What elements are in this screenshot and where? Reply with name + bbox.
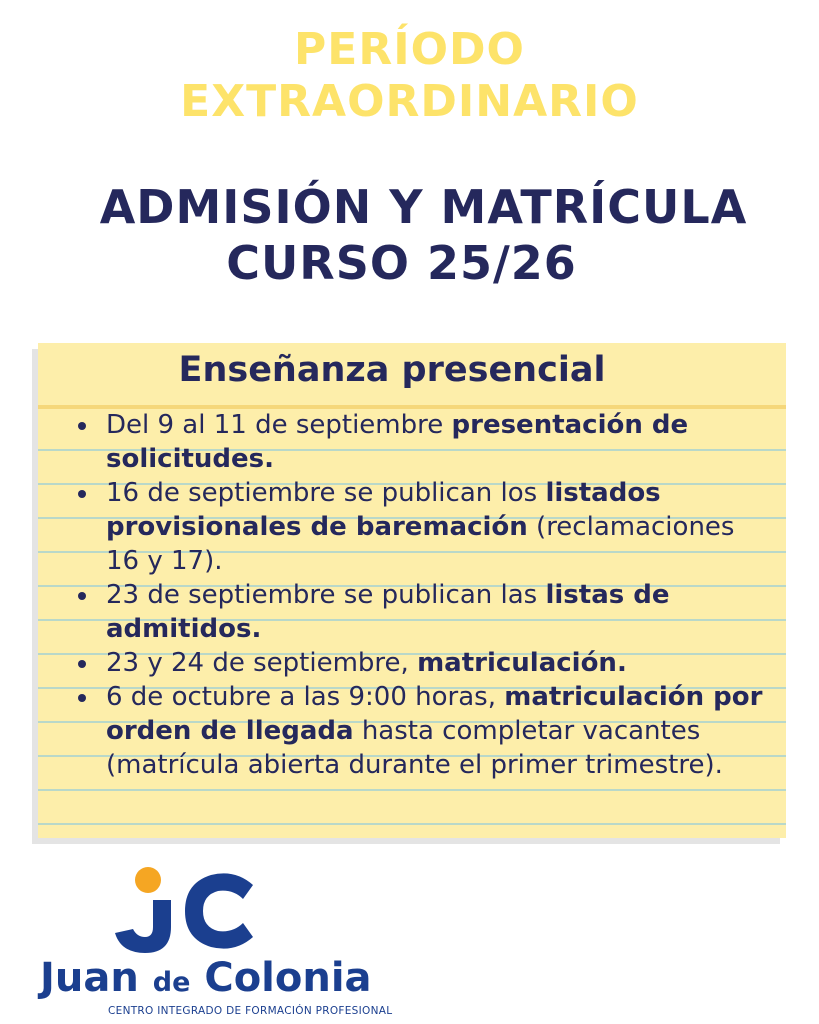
title-line-curso: CURSO 25/26 [226, 236, 577, 290]
title-line-periodo: PERÍODO [294, 24, 525, 75]
logo-wordmark: Juan de Colonia [40, 955, 372, 1001]
logo-subtitle: CENTRO INTEGRADO DE FORMACIÓN PROFESIONAL [108, 1005, 393, 1017]
jc-logo-mark-icon [93, 865, 293, 965]
title-line-extraordinario: EXTRAORDINARIO [180, 76, 639, 127]
note-heading: Enseñanza presencial [178, 350, 606, 390]
list-item: 23 de septiembre se publican las listas de admitidos. [106, 578, 768, 646]
list-item: Del 9 al 11 de septiembre presentación de solicitudes. [106, 408, 768, 476]
schedule-list [38, 408, 768, 782]
title-line-admision: ADMISIÓN Y MATRÍCULA [99, 180, 748, 234]
list-item: 16 de septiembre se publican los listados provisionales de baremación (reclamaciones 16 y 17). [106, 476, 768, 578]
list-item: 6 de octubre a las 9:00 horas, matriculación por orden de llegada hasta completar vacantes (matrícula abierta durante el primer trimestre). [106, 680, 768, 782]
list-item: 23 y 24 de septiembre, matriculación. [106, 646, 768, 680]
